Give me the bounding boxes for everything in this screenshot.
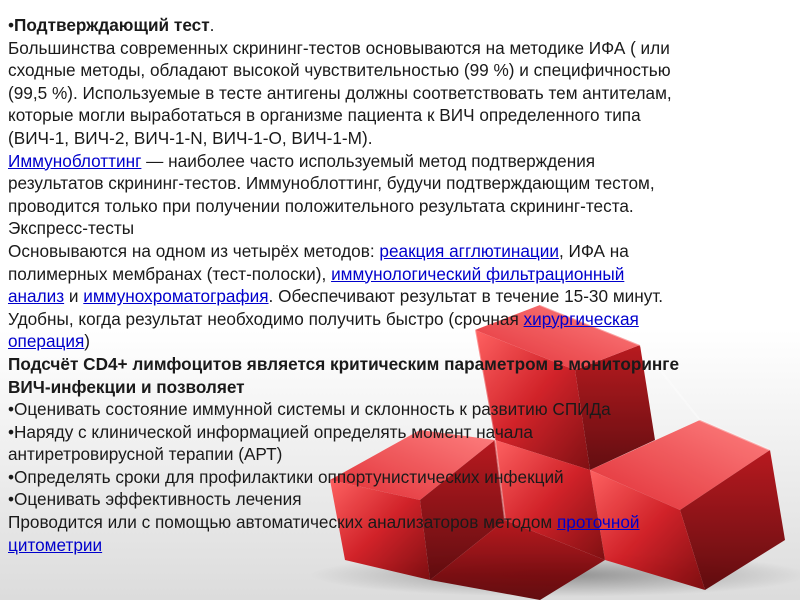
paragraph-line [8, 534, 798, 557]
paragraph-line: Проводится или с помощью автоматических анализаторов методом проточной [8, 512, 640, 533]
paragraph-line: Иммуноблоттинг — наиболее часто используемый метод подтверждения [8, 150, 596, 171]
bullet-item-cont: антиретровирусной терапии (АРТ) [8, 444, 283, 465]
bullet-item: •Наряду с клинической информацией определять момент начала [8, 421, 533, 442]
cd4-heading: Подсчёт CD4+ лимфоцитов является критическим параметром в мониторинге [8, 353, 680, 374]
paragraph-line: (ВИЧ-1, ВИЧ-2, ВИЧ-1-N, ВИЧ-1-O, ВИЧ-1-M). [8, 127, 373, 148]
immunoblot-link[interactable]: Иммуноблоттинг [8, 150, 142, 171]
confirm-heading: •Подтверждающий тест. [8, 15, 215, 35]
paragraph-line: Большинства современных скрининг-тестов основываются на методике ИФА ( или [8, 37, 670, 58]
slide-text [8, 14, 798, 556]
cd4-heading-cont: ВИЧ-инфекции и позволяет [8, 376, 245, 397]
paragraph-line: Основываются на одном из четырёх методов: реакция агглютинации, ИФА на [8, 240, 629, 261]
paragraph-line: анализ и иммунохроматография. Обеспечивают результат в течение 15-30 минут. [8, 286, 664, 307]
paragraph-line: результатов скрининг-тестов. Иммуноблоттинг, будучи подтверждающим тестом, [8, 173, 655, 194]
flow-cytometry-link-cont[interactable]: цитометрии [8, 534, 103, 555]
bullet-item: •Оценивать состояние иммунной системы и склонность к развитию СПИДа [8, 399, 611, 420]
bullet-item: •Определять сроки для профилактики оппортунистических инфекций [8, 466, 564, 487]
bullet-item: •Оценивать эффективность лечения [8, 489, 302, 510]
agglutination-link[interactable]: реакция агглютинации [379, 240, 559, 261]
paragraph-line: сходные методы, обладают высокой чувствительностью (99 %) и специфичностью [8, 60, 671, 81]
paragraph-line: проводится только при получении положительного результата скрининг-теста. [8, 195, 634, 216]
filtration-analysis-link-cont[interactable]: анализ [8, 286, 65, 307]
surgery-link-cont[interactable]: операция [8, 331, 85, 352]
filtration-analysis-link[interactable]: иммунологический фильтрационный [331, 263, 625, 284]
paragraph-line: Удобны, когда результат необходимо получить быстро (срочная хирургическая [8, 308, 639, 329]
paragraph-line: (99,5 %). Используемые в тесте антигены должны соответствовать тем антителам, [8, 82, 672, 103]
express-heading: Экспресс-тесты [8, 218, 135, 239]
paragraph-line: операция) [8, 331, 91, 352]
paragraph-line: полимерных мембранах (тест-полоски), иммунологический фильтрационный [8, 263, 625, 284]
paragraph-line: которые могли выработаться в организме пациента к ВИЧ определенного типа [8, 105, 641, 126]
immunochromatography-link[interactable]: иммунохроматография [83, 286, 269, 307]
flow-cytometry-link[interactable]: проточной [556, 512, 640, 533]
surgery-link[interactable]: хирургическая [523, 308, 639, 329]
